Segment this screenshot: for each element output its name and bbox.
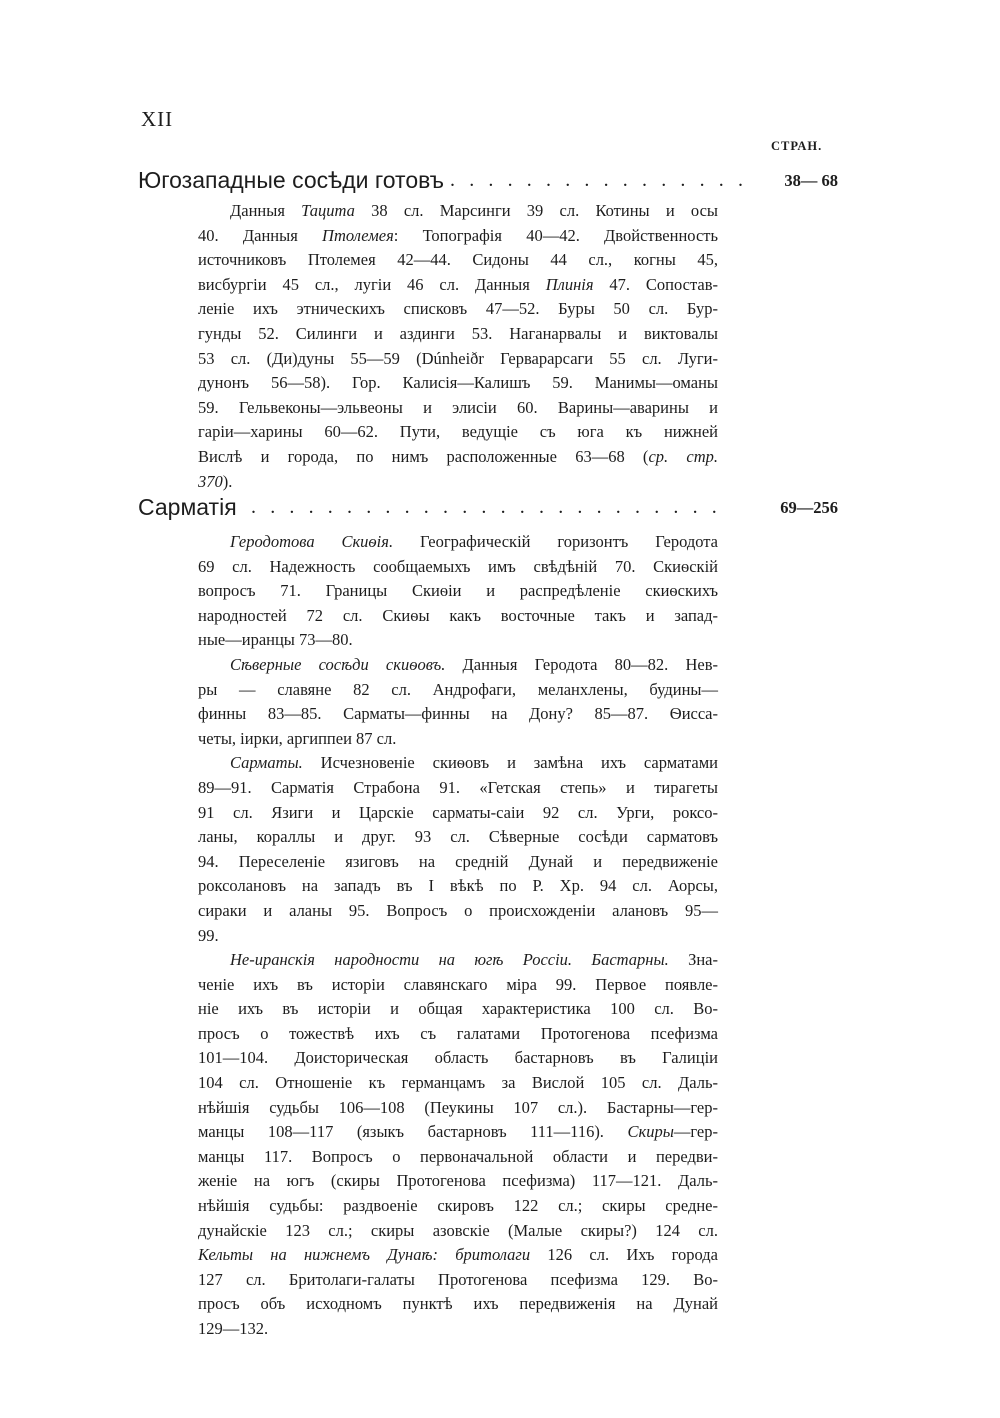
description-line: 129—132. [198, 1319, 269, 1338]
description-line: 127 сл. Бритолаги-галаты Протогенова псефизма 129. Во- [198, 1269, 718, 1289]
italic-term: ср. стр. [648, 446, 718, 466]
leader-dots: . . . . . . . . . . . . . . . . . . . . . . . . . [251, 496, 722, 518]
description-line: вопросъ 71. Границы Скиѳіи и распредѣленіе скиѳскихъ [198, 581, 718, 601]
description-line: роксолановъ на западъ въ I вѣкѣ по Р. Хр. 94 сл. Аорсы, [198, 876, 718, 896]
description-line: манцы 117. Вопросъ о первоначальной области и передви- [198, 1146, 718, 1166]
description-line: гаріи—харины 60—62. Пути, ведущіе съ юга къ нижней [198, 422, 718, 442]
description-line: 101—104. Доисторическая область бастарновъ въ Галиціи [198, 1048, 718, 1068]
italic-term: Скиры [627, 1122, 674, 1142]
toc-section [138, 167, 838, 494]
description-line: 99. [198, 925, 219, 945]
description-line: ные—иранцы 73—80. [198, 630, 353, 650]
page-number: XII [141, 107, 174, 131]
description-line: женіе на югъ (скиры Протогенова псефизма) 117—121. Даль- [198, 1171, 718, 1191]
description-line: ры — славяне 82 сл. Андрофаги, меланхлены, будины— [198, 679, 718, 699]
description-line: финны 83—85. Сарматы—финны на Дону? 85—87. Ѳиссa- [198, 704, 718, 724]
description-line: 370). [198, 471, 233, 491]
leader-dots: . . . . . . . . . . . . . . . . [450, 169, 748, 191]
pages-column-header: СТРАН. [771, 139, 823, 153]
description-line: Кельты на нижнемъ Дунаѣ: бритолаги 126 сл. Ихъ города [198, 1245, 718, 1265]
italic-term: Тацита [301, 201, 355, 220]
description-line: Не-иранскія народности на югѣ Россіи. Бастарны. Зна- [230, 950, 718, 970]
description-line: нѣйшія судьбы: раздвоеніе скировъ 122 сл.; скиры средне- [198, 1196, 718, 1216]
description-line: 53 сл. (Ди)дуны 55—59 (Dúnheiðr Герварарсаги 55 сл. Луги- [198, 348, 718, 368]
italic-term: Птолемея [322, 225, 394, 245]
italic-term: Сарматы. [230, 753, 303, 773]
description-line: 40. Данныя Птолемея: Топографія 40—42. Двойственность [198, 225, 719, 245]
toc-section [138, 494, 838, 1342]
description-line: 69 сл. Надежность сообщаемыхъ имъ свѣдѣній 70. Скиѳскій [198, 556, 718, 576]
toc-entry-row [138, 167, 838, 197]
description-line: Сарматы. Исчезновеніе скиѳовъ и замѣна ихъ сарматами [230, 753, 718, 773]
description-line: Данныя Тацита 38 сл. Марсинги 39 сл. Котины и осы [230, 201, 718, 220]
description-line: народностей 72 сл. Скиѳы какъ восточные такъ и запад- [198, 605, 718, 625]
description-line: Вислѣ и города, по нимъ расположенные 63—68 (ср. стр. [198, 446, 718, 466]
description-line: гунды 52. Силинги и аздинги 53. Наганарвалы и виктовалы [198, 323, 718, 343]
italic-term: Не-иранскія народности на югѣ Россіи. Бастарны. [230, 950, 669, 970]
description-line: четы, іирки, аргиппеи 87 сл. [198, 728, 397, 748]
section-description [198, 530, 718, 1342]
italic-term: Плинія [545, 274, 594, 294]
description-line: 89—91. Сарматія Страбона 91. «Гетская степь» и тирагеты [198, 777, 718, 797]
section-title: Югозападные сосѣди готовъ [138, 167, 444, 193]
description-line: ніе ихъ въ исторіи и общая характеристика 100 сл. Во- [198, 999, 718, 1019]
description-line: манцы 108—117 (языкъ бастарновъ 111—116). Скиры—гер- [198, 1122, 718, 1142]
description-line: сираки и аланы 95. Вопросъ о происхожденіи алановъ 95— [198, 900, 718, 920]
italic-term: Геродотова Скиѳія. [230, 532, 394, 551]
description-line: источниковъ Птолемея 42—44. Сидоны 44 сл., когны 45, [198, 250, 718, 270]
italic-term: Сѣверные сосѣди скиѳовъ. [230, 654, 446, 674]
description-line: просъ о тожествѣ ихъ съ галатами Протогенова псефизма [198, 1023, 718, 1043]
section-title: Сарматія [138, 494, 237, 520]
italic-term: Кельты на нижнемъ Дунаѣ: бритолаги [198, 1245, 531, 1265]
section-pages: 69—256 [780, 498, 838, 517]
section-description [198, 199, 718, 494]
description-line: дунонъ 56—58). Гор. Калисія—Калишъ 59. Манимы—оманы [198, 373, 718, 393]
italic-term: 370 [198, 471, 223, 491]
description-line: висбургіи 45 сл., лугіи 46 сл. Данныя Плинія 47. Сопостав- [198, 274, 718, 294]
description-line: 94. Переселеніе язиговъ на средній Дунай и передвиженіе [198, 851, 718, 871]
description-line: Геродотова Скиѳія. Географическій горизонтъ Геродота [230, 532, 719, 551]
description-line: дунайскіе 123 сл.; скиры азовскіе (Малые скиры?) 124 сл. [198, 1220, 718, 1240]
description-line: Сѣверные сосѣди скиѳовъ. Данныя Геродота 80—82. Нев- [230, 654, 718, 674]
description-line: ланы, кораллы и друг. 93 сл. Сѣверные сосѣди сарматовъ [198, 827, 718, 847]
toc-entry-row [138, 494, 838, 524]
description-line: леніе ихъ этническихъ списковъ 47—52. Буры 50 сл. Бур- [198, 299, 718, 319]
description-line: 104 сл. Отношеніе къ германцамъ за Вислой 105 сл. Даль- [198, 1073, 718, 1093]
description-line: 59. Гельвеконы—эльвеоны и элисіи 60. Варины—аварины и [198, 397, 718, 417]
description-line: 91 сл. Язиги и Царскіе сарматы-саіи 92 сл. Урги, роксо- [198, 802, 718, 822]
description-line: просъ объ исходномъ пунктѣ ихъ передвиженія на Дунай [198, 1294, 718, 1314]
description-line: нѣйшія судьбы 106—108 (Пеукины 107 сл.). Бастарны—гер- [198, 1097, 718, 1117]
description-line: ченіе ихъ въ исторіи славянскаго міра 99. Первое появле- [198, 974, 718, 994]
section-pages: 38— 68 [784, 171, 838, 190]
